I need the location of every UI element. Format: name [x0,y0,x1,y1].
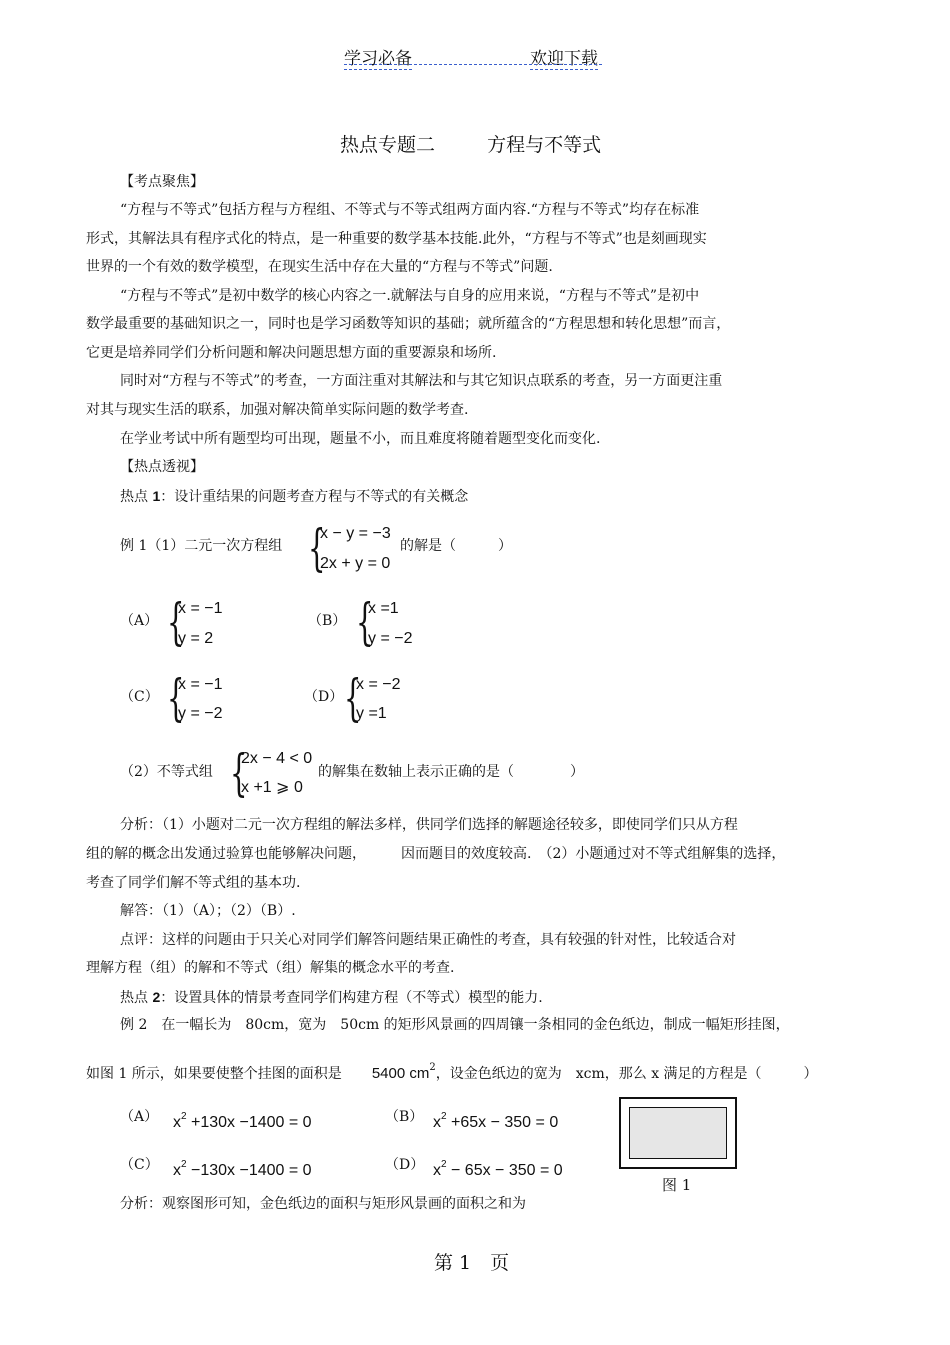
ex2-option-a-key: （A） [120,1109,159,1125]
ex2-option-a-equation: $x^2 +130x -1400 = 0$ [173,1111,312,1131]
paragraph-3-line-2: 对其与现实生活的联系，加强对解决简单实际问题的数学考查. [86,402,469,418]
figure-1-caption: 图 1 [662,1176,692,1194]
inequality-1: 2x − 4 < 0 [241,750,313,767]
page-title [340,130,601,157]
hotspot-1: 热点 1：设计重结果的问题考查方程与不等式的有关概念 [120,488,469,505]
section-heading-focus: 【考点聚焦】 [120,174,204,190]
system-eq-1: x − y = −3 [320,525,391,542]
option-a-line-1: x = −1 [178,600,223,617]
example-2-line-2: 如图 1 所示，如果要使整个挂图的面积是 5400 $cm^2$，设金色纸边的宽为 xcm，那么 x 满足的方程是（ ） [86,1062,818,1082]
ex2-option-d-equation: $x^2 - 65x - 350 = 0$ [433,1159,563,1179]
comment-1-line-2: 理解方程（组）的解和不等式（组）解集的概念水平的考查. [86,960,455,976]
section-heading-hotspots: 【热点透视】 [120,459,204,475]
analysis-1-line-2: 组的解的概念出发通过验算也能够解决问题， 因而题目的效度较高. （2）小题通过对不等式组解集的选择， [86,846,786,862]
ex2-option-b-key: （B） [385,1109,424,1125]
brace-icon: { [167,669,185,727]
title-left: 热点专题二 [340,134,436,156]
option-d-key: （D） [304,689,344,705]
header-rule [344,64,602,65]
brace-icon: { [308,519,326,577]
example-1-part-2-suffix: 的解集在数轴上表示正确的是（ ） [318,764,584,780]
paragraph-4: 在学业考试中所有题型均可出现，题量不小，而且难度将随着题型变化而变化. [120,431,601,447]
option-c-line-2: y = −2 [178,705,223,722]
header-left: 学习必备 [344,44,412,70]
answer-1: 解答：（1）（A）；（2）（B）. [120,903,296,919]
paragraph-1-line-1: “方程与不等式”包括方程与方程组、不等式与不等式组两方面内容.“方程与不等式”均存在标准 [120,202,700,218]
example-2-line-1: 例 2 在一幅长为 80cm，宽为 50cm 的矩形风景画的四周镶一条相同的金色纸边，制成一幅矩形挂图， [120,1017,790,1033]
example-1-part-2-label: （2）不等式组 [120,764,213,780]
page-footer: 第 1 页 [434,1252,510,1274]
figure-1-painting [629,1107,727,1159]
inequality-2: x +1 ⩾ 0 [241,779,303,796]
brace-icon: { [167,593,185,651]
paragraph-2-line-1: “方程与不等式”是初中数学的核心内容之一.就解法与自身的应用来说，“方程与不等式”是初中 [120,288,700,304]
comment-1-line-1: 点评：这样的问题由于只关心对同学们解答问题结果正确性的考查，具有较强的针对性，比较适合对 [120,932,736,948]
option-c-line-1: x = −1 [178,676,223,693]
system-eq-2: 2x + y = 0 [320,555,391,572]
ex2-option-b-equation: $x^2 +65x - 350 = 0$ [433,1111,559,1131]
option-b-line-1: x =1 [368,600,399,617]
option-a-key: （A） [120,613,159,629]
ex2-option-c-key: （C） [120,1157,159,1173]
option-b-key: （B） [308,613,347,629]
ex2-option-c-equation: $x^2 -130x -1400 = 0$ [173,1159,312,1179]
ex2-option-d-key: （D） [385,1157,425,1173]
brace-icon: { [230,744,248,802]
option-a-line-2: y = 2 [178,630,214,647]
example-1-suffix: 的解是（ ） [400,538,512,554]
option-c-key: （C） [120,689,159,705]
option-b-line-2: y = −2 [368,630,413,647]
paragraph-1-line-3: 世界的一个有效的数学模型，在现实生活中存在大量的“方程与不等式”问题. [86,259,553,275]
brace-icon: { [356,593,374,651]
paragraph-2-line-3: 它更是培养同学们分析问题和解决问题思想方面的重要源泉和场所. [86,345,497,361]
option-d-line-1: x = −2 [356,676,401,693]
title-right: 方程与不等式 [487,134,602,156]
analysis-1-line-3: 考查了同学们解不等式组的基本功. [86,875,301,891]
example-1-label: 例 1（1）二元一次方程组 [120,538,283,554]
page-header [344,44,602,69]
paragraph-3-line-1: 同时对“方程与不等式”的考查，一方面注重对其解法和与其它知识点联系的考查，另一方面更注重 [120,373,723,389]
analysis-1-line-1: 分析：（1）小题对二元一次方程组的解法多样，供同学们选择的解题途径较多，即使同学们只从方程 [120,817,738,833]
hotspot-2: 热点 2：设置具体的情景考查同学们构建方程（不等式）模型的能力. [120,989,543,1006]
analysis-2: 分析：观察图形可知，金色纸边的面积与矩形风景画的面积之和为 [120,1196,526,1212]
option-d-line-2: y =1 [356,705,387,722]
figure-1-frame [619,1097,737,1169]
paragraph-1-line-2: 形式，其解法具有程序式化的特点，是一种重要的数学基本技能.此外，“方程与不等式”也是刻画现实 [86,231,707,247]
brace-icon: { [344,669,362,727]
header-right: 欢迎下载 [530,44,598,70]
paragraph-2-line-2: 数学最重要的基础知识之一，同时也是学习函数等知识的基础；就所蕴含的“方程思想和转化思想”而言， [86,316,731,332]
